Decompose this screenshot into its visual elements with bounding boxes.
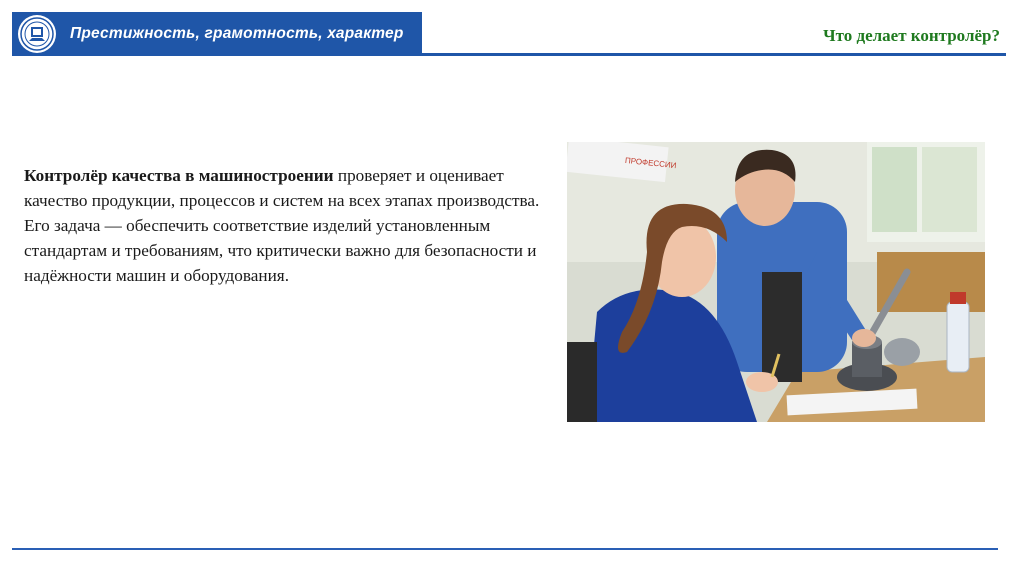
poster-text: ПРОФЕССИИ [624, 155, 677, 171]
footer-divider [12, 548, 998, 550]
workshop-photo [567, 142, 985, 422]
slide-title: Что делает контролёр? [823, 26, 1000, 45]
header-divider [12, 53, 1006, 56]
body-bold-lead: Контролёр качества в машиностроении [24, 166, 334, 185]
header-banner [12, 12, 422, 55]
body-paragraph [24, 163, 544, 288]
banner-text: Престижность, грамотность, характер [70, 24, 404, 42]
body-rest: проверяет и оценивает качество продукции, процессов и систем на всех этапах производства. Его задача — обеспечить соответствие изделий установленным стандартам и требованиям, что критически важно для безопасности и надёжности машин и оборудования. [24, 166, 540, 285]
emblem-icon [18, 15, 56, 53]
